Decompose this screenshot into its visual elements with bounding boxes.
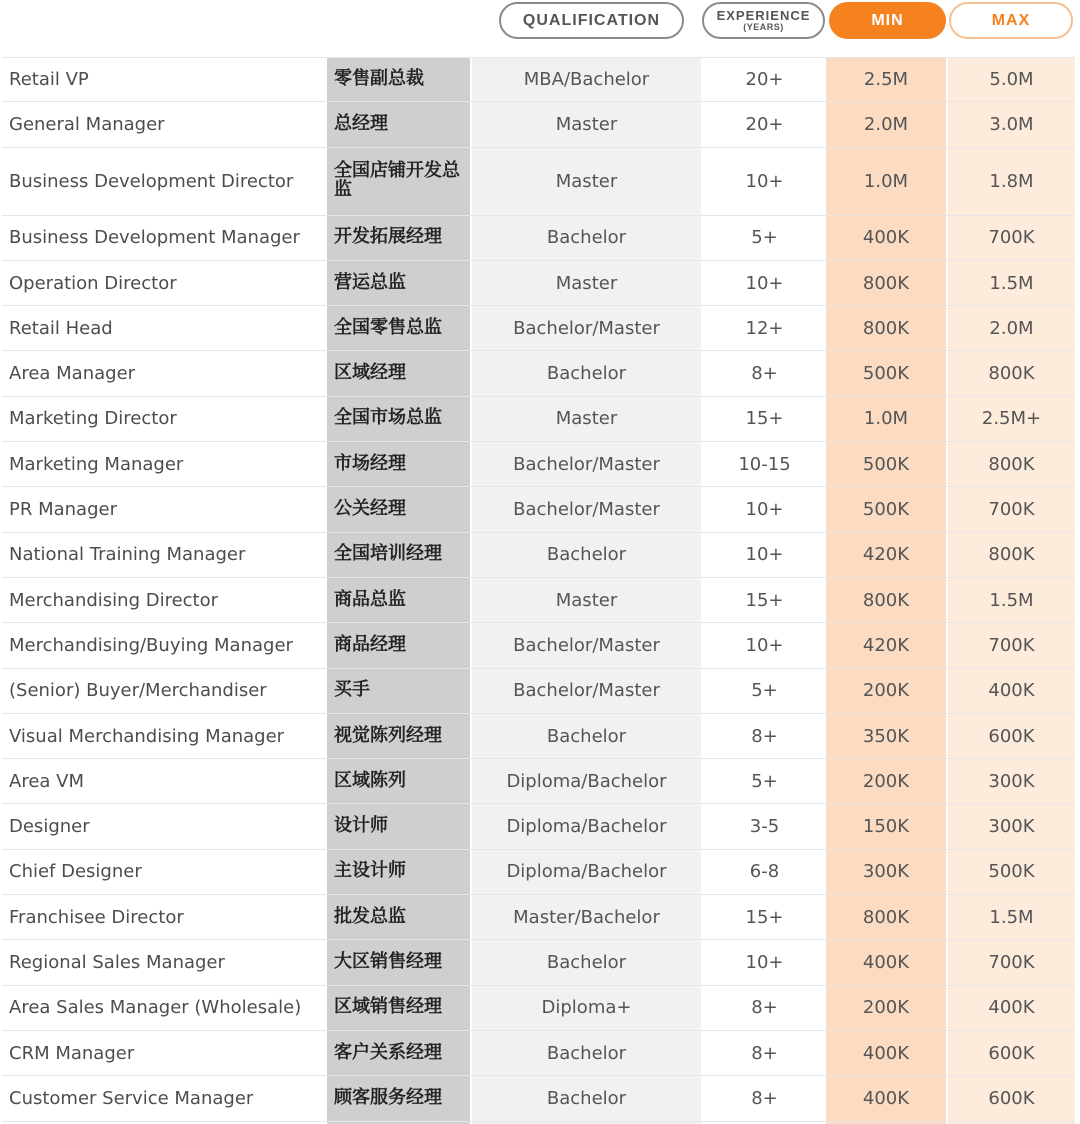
job-title-en: Designer	[9, 816, 90, 838]
job-title-en: Operation Director	[9, 272, 177, 294]
max-salary-cell: 800K	[988, 544, 1035, 566]
job-title-cn: 零售副总裁	[334, 68, 424, 90]
job-title-en: (Senior) Buyer/Merchandiser	[9, 680, 267, 702]
min-salary-cell: 420K	[862, 634, 910, 656]
max-salary-cell: 1.5M	[989, 906, 1034, 928]
min-salary-cell: 1.0M	[863, 170, 909, 192]
experience-cell: 6-8	[749, 861, 780, 883]
job-title-en: Franchisee Director	[9, 906, 184, 928]
experience-cell: 5+	[751, 680, 778, 702]
table-row	[2, 623, 1075, 668]
max-salary-cell: 700K	[988, 634, 1035, 656]
table-row	[2, 804, 1075, 849]
table-row	[2, 442, 1075, 487]
qualification-cell: Master	[555, 272, 618, 294]
min-salary-cell: 400K	[862, 1087, 910, 1109]
job-title-en: Retail Head	[9, 317, 113, 339]
job-title-cn: 批发总监	[334, 905, 406, 927]
job-title-en: Customer Service Manager	[9, 1087, 254, 1109]
job-title-en: CRM Manager	[9, 1042, 135, 1064]
job-title-cn: 全国市场总监	[334, 407, 442, 429]
header-max	[949, 2, 1073, 39]
max-salary-cell: 300K	[988, 816, 1035, 838]
qualification-cell: Master/Bachelor	[513, 906, 660, 928]
job-title-cn: 客户关系经理	[334, 1041, 442, 1063]
qualification-cell: Diploma/Bachelor	[506, 861, 667, 883]
experience-cell: 15+	[745, 589, 784, 611]
max-salary-cell: 600K	[988, 1042, 1035, 1064]
max-salary-cell: 2.0M	[989, 317, 1034, 339]
experience-cell: 20+	[745, 69, 784, 91]
qualification-cell: Bachelor/Master	[513, 453, 660, 475]
experience-cell: 5+	[751, 770, 778, 792]
salary-table	[2, 57, 1075, 1122]
experience-cell: 10+	[745, 544, 784, 566]
experience-cell: 15+	[745, 408, 784, 430]
max-salary-cell: 5.0M	[989, 69, 1034, 91]
max-salary-cell: 600K	[988, 725, 1035, 747]
job-title-cn: 主设计师	[334, 860, 406, 882]
max-salary-cell: 1.5M	[989, 272, 1034, 294]
max-salary-cell: 700K	[988, 227, 1035, 249]
qualification-cell: Master	[555, 113, 618, 135]
experience-cell: 10+	[745, 951, 784, 973]
table-row	[2, 216, 1075, 261]
qualification-cell: Master	[555, 408, 618, 430]
experience-cell: 12+	[745, 317, 784, 339]
job-title-en: Regional Sales Manager	[9, 951, 225, 973]
table-row	[2, 850, 1075, 895]
max-salary-cell: 800K	[988, 453, 1035, 475]
qualification-cell: Master	[555, 589, 618, 611]
header-qualification-label: QUALIFICATION	[522, 11, 661, 29]
job-title-cn: 商品经理	[334, 633, 406, 655]
job-title-cn: 区域销售经理	[334, 996, 442, 1018]
min-salary-cell: 150K	[862, 816, 910, 838]
experience-cell: 3-5	[749, 816, 780, 838]
qualification-cell: Diploma/Bachelor	[506, 770, 667, 792]
header-min	[829, 2, 946, 39]
job-title-cn: 公关经理	[334, 498, 406, 520]
job-title-en: Marketing Director	[9, 408, 177, 430]
table-row	[2, 261, 1075, 306]
header-experience-label: EXPERIENCE	[716, 7, 811, 23]
max-salary-cell: 1.8M	[989, 170, 1034, 192]
table-row	[2, 397, 1075, 442]
experience-cell: 8+	[751, 725, 778, 747]
experience-cell: 8+	[751, 363, 778, 385]
job-title-cn: 买手	[334, 679, 370, 701]
job-title-en: Chief Designer	[9, 861, 142, 883]
table-row	[2, 57, 1075, 102]
header-max-label: MAX	[991, 11, 1031, 29]
job-title-en: Merchandising/Buying Manager	[9, 634, 293, 656]
job-title-cn: 全国培训经理	[334, 543, 442, 565]
qualification-cell: MBA/Bachelor	[523, 69, 650, 91]
qualification-cell: Diploma/Bachelor	[506, 816, 667, 838]
max-salary-cell: 600K	[988, 1087, 1035, 1109]
qualification-cell: Bachelor	[546, 363, 627, 385]
min-salary-cell: 400K	[862, 1042, 910, 1064]
experience-cell: 10+	[745, 170, 784, 192]
experience-cell: 8+	[751, 1042, 778, 1064]
table-row	[2, 669, 1075, 714]
min-salary-cell: 800K	[862, 589, 910, 611]
qualification-cell: Bachelor	[546, 725, 627, 747]
job-title-en: Visual Merchandising Manager	[9, 725, 285, 747]
qualification-cell: Bachelor	[546, 544, 627, 566]
job-title-en: Merchandising Director	[9, 589, 219, 611]
min-salary-cell: 500K	[862, 453, 910, 475]
job-title-en: National Training Manager	[9, 544, 246, 566]
max-salary-cell: 400K	[988, 997, 1035, 1019]
min-salary-cell: 200K	[862, 997, 910, 1019]
experience-cell: 10+	[745, 499, 784, 521]
experience-cell: 15+	[745, 906, 784, 928]
min-salary-cell: 200K	[862, 680, 910, 702]
experience-cell: 10+	[745, 634, 784, 656]
min-salary-cell: 2.5M	[863, 69, 909, 91]
job-title-cn: 开发拓展经理	[334, 226, 442, 248]
max-salary-cell: 3.0M	[989, 113, 1034, 135]
job-title-cn: 大区销售经理	[334, 951, 442, 973]
job-title-cn: 区域经理	[334, 362, 406, 384]
max-salary-cell: 300K	[988, 770, 1035, 792]
qualification-cell: Bachelor	[546, 951, 627, 973]
qualification-cell: Bachelor/Master	[513, 317, 660, 339]
job-title-en: Business Development Director	[9, 170, 294, 192]
table-row	[2, 487, 1075, 532]
min-salary-cell: 400K	[862, 951, 910, 973]
job-title-en: PR Manager	[9, 499, 117, 521]
header-qualification	[499, 2, 684, 39]
experience-cell: 8+	[751, 997, 778, 1019]
table-row	[2, 759, 1075, 804]
job-title-cn: 市场经理	[334, 452, 406, 474]
job-title-cn: 商品总监	[334, 588, 406, 610]
qualification-cell: Bachelor	[546, 227, 627, 249]
table-row	[2, 714, 1075, 759]
table-row	[2, 102, 1075, 147]
table-row	[2, 351, 1075, 396]
min-salary-cell: 800K	[862, 906, 910, 928]
max-salary-cell: 800K	[988, 363, 1035, 385]
qualification-cell: Bachelor/Master	[513, 499, 660, 521]
job-title-cn: 总经理	[334, 113, 388, 134]
job-title-cn: 视觉陈列经理	[334, 724, 442, 746]
min-salary-cell: 500K	[862, 363, 910, 385]
header-experience-unit: (YEARS)	[743, 21, 784, 32]
table-row	[2, 940, 1075, 985]
min-salary-cell: 2.0M	[863, 113, 909, 135]
max-salary-cell: 400K	[988, 680, 1035, 702]
qualification-cell: Bachelor/Master	[513, 680, 660, 702]
min-salary-cell: 420K	[862, 544, 910, 566]
job-title-cn: 设计师	[334, 815, 388, 837]
job-title-en: Area VM	[9, 770, 84, 792]
job-title-cn: 营运总监	[334, 271, 406, 293]
experience-cell: 20+	[745, 113, 784, 135]
table-row	[2, 895, 1075, 940]
qualification-cell: Diploma+	[541, 997, 632, 1019]
experience-cell: 8+	[751, 1087, 778, 1109]
header-min-label: MIN	[871, 11, 904, 29]
table-row	[2, 578, 1075, 623]
min-salary-cell: 800K	[862, 317, 910, 339]
table-row	[2, 986, 1075, 1031]
max-salary-cell: 700K	[988, 499, 1035, 521]
job-title-en: Marketing Manager	[9, 453, 184, 475]
min-salary-cell: 500K	[862, 499, 910, 521]
job-title-en: Retail VP	[9, 69, 89, 91]
max-salary-cell: 1.5M	[989, 589, 1034, 611]
table-row	[2, 1076, 1075, 1121]
table-row	[2, 306, 1075, 351]
job-title-en: General Manager	[9, 113, 165, 135]
max-salary-cell: 2.5M+	[981, 408, 1042, 430]
job-title-en: Area Sales Manager (Wholesale)	[9, 997, 302, 1019]
job-title-en: Area Manager	[9, 363, 136, 385]
job-title-cn: 区域陈列	[334, 769, 406, 791]
table-row	[2, 1031, 1075, 1076]
job-title-cn: 全国店铺开发总监	[334, 160, 460, 201]
experience-cell: 5+	[751, 227, 778, 249]
qualification-cell: Bachelor/Master	[513, 634, 660, 656]
table-row	[2, 533, 1075, 578]
table-row	[2, 148, 1075, 216]
max-salary-cell: 700K	[988, 951, 1035, 973]
min-salary-cell: 400K	[862, 227, 910, 249]
job-title-cn: 顾客服务经理	[334, 1086, 442, 1108]
qualification-cell: Bachelor	[546, 1087, 627, 1109]
min-salary-cell: 300K	[862, 861, 910, 883]
experience-cell: 10-15	[738, 453, 791, 475]
min-salary-cell: 800K	[862, 272, 910, 294]
qualification-cell: Master	[555, 170, 618, 192]
min-salary-cell: 200K	[862, 770, 910, 792]
qualification-cell: Bachelor	[546, 1042, 627, 1064]
experience-cell: 10+	[745, 272, 784, 294]
max-salary-cell: 500K	[988, 861, 1035, 883]
job-title-cn: 全国零售总监	[334, 316, 442, 338]
min-salary-cell: 350K	[862, 725, 910, 747]
header-experience	[702, 2, 825, 39]
job-title-en: Business Development Manager	[9, 227, 300, 249]
min-salary-cell: 1.0M	[863, 408, 909, 430]
